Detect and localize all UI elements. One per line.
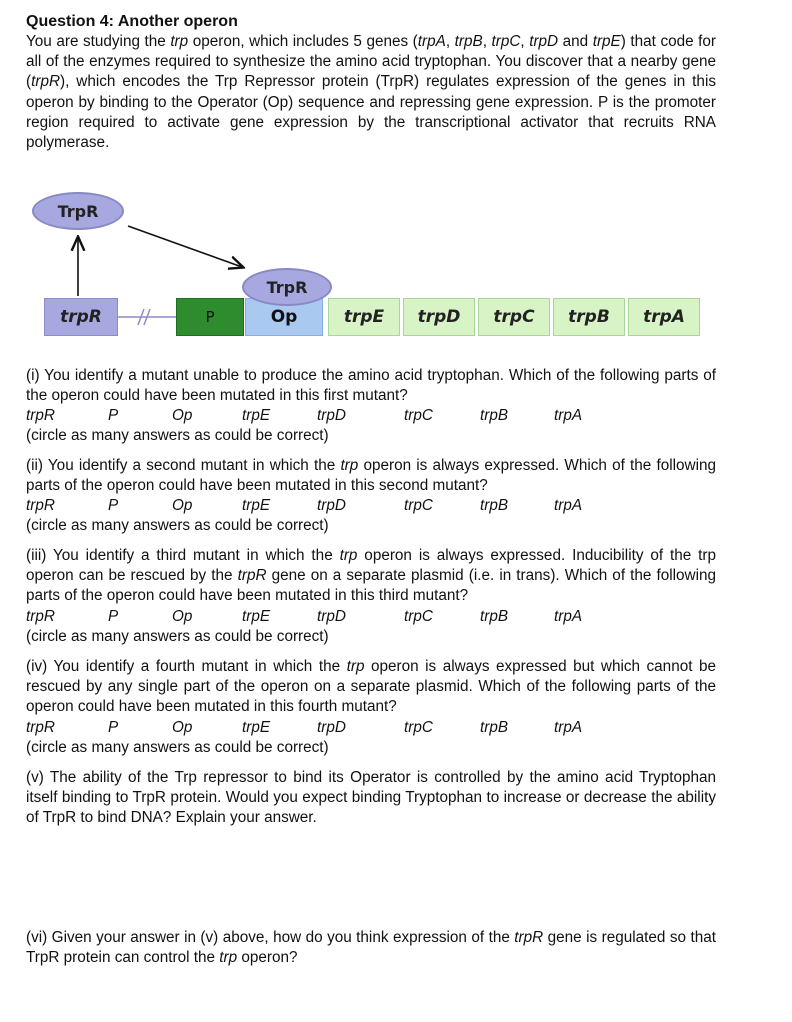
question-iv-text — [26, 657, 716, 718]
option-trpD[interactable]: trpD — [317, 718, 346, 736]
intro-text: operon, which includes 5 genes ( — [188, 33, 418, 50]
intro-gene: trpR — [31, 73, 61, 91]
option-trpC[interactable]: trpC — [404, 718, 433, 736]
question-title: Question 4: Another operon — [26, 13, 238, 30]
circle-note: (circle as many answers as could be correct) — [26, 427, 329, 445]
question-v — [26, 768, 716, 829]
question-vi-text — [26, 928, 716, 968]
question-text: (iii) You identify a third mutant in which the — [26, 547, 340, 564]
question-i-text: (i) You identify a mutant unable to produce the amino acid tryptophan. Which of the following parts of the operon could have been mutated in this first mutant? — [26, 367, 716, 405]
question-text-italic: trpR — [514, 929, 544, 946]
option-trpR[interactable]: trpR — [26, 607, 55, 625]
question-text: operon is always expressed. Inducibility of the trp operon can be rescued by the — [26, 547, 716, 585]
answer-options — [26, 406, 716, 426]
diagonal-arrow — [128, 226, 242, 267]
question-text: operon is always expressed. Which of the following parts of the operon could have been mutated in this second mutant? — [26, 457, 716, 495]
option-P[interactable]: P — [108, 497, 119, 515]
intro-text: , — [445, 33, 455, 50]
option-trpC[interactable]: trpC — [404, 407, 433, 425]
question-text-italic: trp — [340, 457, 359, 474]
option-trpB[interactable]: trpB — [480, 407, 509, 425]
intro-gene: trpD — [529, 33, 559, 50]
box-trpE: trpE — [328, 298, 400, 336]
option-trpA[interactable]: trpA — [554, 407, 583, 425]
question-text: gene is regulated so that TrpR protein can control the — [26, 929, 716, 967]
question-text-italic: trp — [339, 547, 358, 564]
question-ii-text — [26, 456, 716, 496]
box-trpD: trpD — [403, 298, 475, 336]
option-trpE[interactable]: trpE — [242, 718, 271, 736]
option-trpE[interactable]: trpE — [242, 407, 271, 425]
question-text-italic: trpR — [237, 567, 267, 585]
intro-text: , — [482, 33, 492, 50]
box-trpR: trpR — [44, 298, 118, 336]
option-P[interactable]: P — [108, 607, 119, 625]
option-trpC[interactable]: trpC — [404, 497, 433, 515]
option-P[interactable]: P — [108, 718, 119, 736]
intro-paragraph — [26, 32, 716, 153]
option-trpA[interactable]: trpA — [554, 497, 583, 515]
question-i — [26, 366, 716, 447]
question-iii — [26, 546, 716, 647]
option-Op[interactable]: Op — [172, 407, 193, 425]
question-header — [26, 12, 716, 153]
option-trpA[interactable]: trpA — [554, 607, 583, 625]
question-text: operon? — [237, 949, 298, 967]
option-trpR[interactable]: trpR — [26, 407, 55, 425]
option-trpD[interactable]: trpD — [317, 497, 346, 515]
option-trpD[interactable]: trpD — [317, 607, 346, 625]
option-P[interactable]: P — [108, 407, 119, 425]
box-operator-label: Op — [270, 307, 298, 327]
question-iv — [26, 657, 716, 758]
intro-text: trp — [170, 33, 189, 50]
answer-options — [26, 496, 716, 516]
intro-text: and — [558, 33, 593, 50]
question-v-text: (v) The ability of the Trp repressor to bind its Operator is controlled by the amino acid Tryptophan itself binding to TrpR protein. Would you expect binding Tryptophan to increase or decrease the ability of TrpR to bind DNA? Explain your answer. — [26, 769, 716, 827]
option-Op[interactable]: Op — [172, 607, 193, 625]
option-trpB[interactable]: trpB — [480, 607, 509, 625]
trpr-bound-oval: TrpR — [242, 268, 332, 306]
intro-gene: trpA — [417, 33, 446, 50]
question-text: gene on a separate plasmid (i.e. in trans). Which of the following parts of the operon could have been mutated in this third mutant? — [26, 567, 717, 605]
option-trpR[interactable]: trpR — [26, 497, 55, 515]
question-text: (iv) You identify a fourth mutant in which the — [26, 658, 347, 675]
box-trpA: trpA — [628, 298, 700, 336]
option-trpB[interactable]: trpB — [480, 718, 509, 736]
circle-note: (circle as many answers as could be correct) — [26, 738, 329, 756]
question-ii — [26, 456, 716, 537]
box-promoter: P — [176, 298, 244, 336]
option-Op[interactable]: Op — [172, 718, 193, 736]
option-trpA[interactable]: trpA — [554, 718, 583, 736]
option-trpE[interactable]: trpE — [242, 607, 271, 625]
question-vi — [26, 928, 716, 968]
box-trpC: trpC — [478, 298, 550, 336]
option-Op[interactable]: Op — [172, 497, 193, 515]
intro-text: You are studying the — [26, 33, 171, 50]
question-text: (vi) Given your answer in (v) above, how do you think expression of the — [26, 929, 515, 946]
circle-note: (circle as many answers as could be correct) — [26, 517, 329, 535]
question-text: (ii) You identify a second mutant in which the — [26, 457, 341, 474]
trpr-protein-oval: TrpR — [32, 192, 124, 230]
question-iii-text — [26, 546, 716, 607]
break-mark-2 — [144, 309, 150, 325]
question-text: operon is always expressed but which cannot be rescued by any single part of the operon on a separate plasmid. Which of the following parts of the operon could have been mutated in this fourth mutant? — [26, 658, 716, 716]
answer-options — [26, 718, 716, 738]
intro-gene: trpB — [454, 33, 483, 50]
intro-text: ), which encodes the Trp Repressor protein (TrpR) regulates expression of the genes in this operon by binding to the Operator (Op) sequence and repressing gene expression. P is the promoter region required to activate gene expression by the transcriptional activator that recruits RNA polymerase. — [26, 73, 716, 152]
box-trpB: trpB — [553, 298, 625, 336]
question-text-italic: trp — [219, 949, 238, 967]
circle-note: (circle as many answers as could be correct) — [26, 627, 329, 645]
option-trpD[interactable]: trpD — [317, 407, 346, 425]
option-trpC[interactable]: trpC — [404, 607, 433, 625]
intro-gene: trpE — [592, 33, 621, 50]
option-trpR[interactable]: trpR — [26, 718, 55, 736]
intro-text: , — [520, 33, 530, 50]
answer-options — [26, 607, 716, 627]
intro-text: ) that code for all of the enzymes required to synthesize the amino acid tryptophan. You discover that a nearby gene ( — [26, 33, 717, 91]
option-trpB[interactable]: trpB — [480, 497, 509, 515]
break-mark-1 — [138, 309, 144, 325]
option-trpE[interactable]: trpE — [242, 497, 271, 515]
question-text-italic: trp — [346, 658, 365, 675]
intro-gene: trpC — [491, 33, 521, 50]
